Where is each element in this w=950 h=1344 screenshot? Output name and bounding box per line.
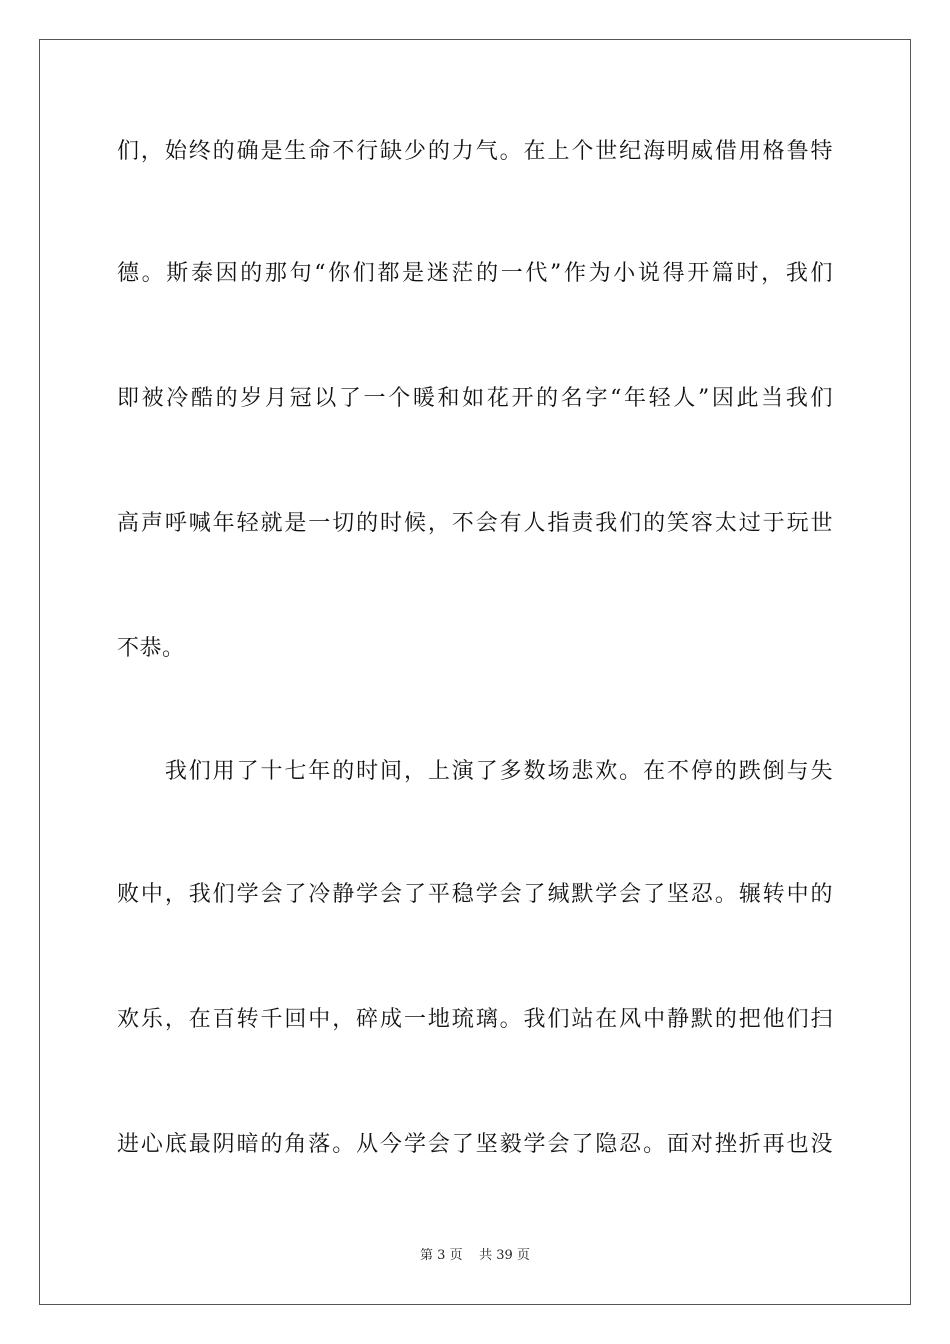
text-line: 德。斯泰因的那句“你们都是迷茫的一代”作为小说得开篇时，我们 <box>117 261 833 286</box>
page-total: 共 39 页 <box>479 1248 530 1263</box>
text-line: 败中，我们学会了冷静学会了平稳学会了缄默学会了坚忍。辗转中的 <box>117 882 833 907</box>
text-line: 们，始终的确是生命不行缺少的力气。在上个世纪海明威借用格鲁特 <box>117 139 833 164</box>
text-line: 高声呼喊年轻就是一切的时候，不会有人指责我们的笑容太过于玩世 <box>117 511 833 536</box>
text-line: 进心底最阴暗的角落。从今学会了坚毅学会了隐忍。面对挫折再也没 <box>117 1132 833 1157</box>
page-number: 第 3 页 <box>420 1248 463 1263</box>
text-line: 不恭。 <box>117 636 185 661</box>
text-line: 我们用了十七年的时间，上演了多数场悲欢。在不停的跌倒与失 <box>117 759 833 784</box>
page-footer <box>0 1247 950 1265</box>
page-border <box>39 39 911 1305</box>
text-line: 即被冷酷的岁月冠以了一个暖和如花开的名字“年轻人”因此当我们 <box>117 386 833 411</box>
text-line: 欢乐，在百转千回中，碎成一地琉璃。我们站在风中静默的把他们扫 <box>117 1007 833 1032</box>
